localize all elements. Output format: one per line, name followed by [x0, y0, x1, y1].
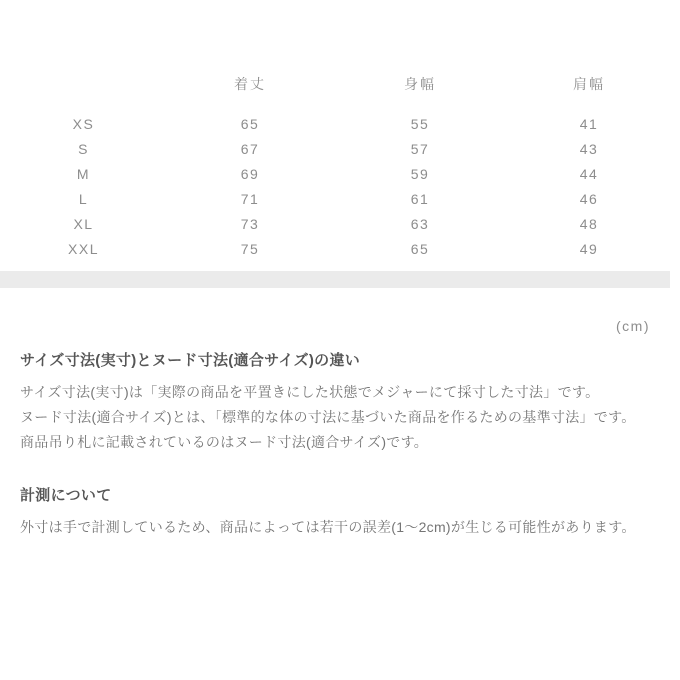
size-chart-table: [3, 72, 677, 261]
note-section: [20, 350, 668, 455]
column-header: 肩幅: [573, 76, 605, 92]
table-row: [3, 111, 677, 136]
measurement-value: 46: [579, 190, 599, 207]
measurement-value: 73: [240, 215, 260, 232]
size-label: L: [78, 190, 89, 207]
column-header: 身幅: [404, 76, 436, 92]
section-text-line: 商品吊り札に記載されているのはヌード寸法(適合サイズ)です。: [20, 434, 429, 450]
table-row: [3, 186, 677, 211]
measurement-value: 49: [579, 240, 599, 257]
measurement-value: 65: [240, 115, 260, 132]
measurement-value: 43: [579, 140, 599, 157]
measurement-value: 65: [410, 240, 430, 257]
section-divider: [0, 271, 670, 288]
size-label: M: [76, 165, 91, 182]
table-header-row: [3, 72, 677, 96]
section-heading: 計測について: [20, 487, 112, 504]
measurement-value: 61: [410, 190, 430, 207]
size-guide-notes: [20, 350, 668, 540]
table-row: [3, 211, 677, 236]
measurement-value: 59: [410, 165, 430, 182]
note-section: [20, 485, 668, 540]
table-row: [3, 136, 677, 161]
measurement-value: 63: [410, 215, 430, 232]
section-text-line: 外寸は手で計測しているため、商品によっては若干の誤差(1〜2cm)が生じる可能性があります。: [20, 519, 636, 535]
size-label: XS: [72, 115, 95, 132]
measurement-value: 69: [240, 165, 260, 182]
size-label: S: [78, 140, 89, 157]
measurement-value: 41: [579, 115, 599, 132]
unit-label: (cm): [616, 318, 650, 334]
measurement-value: 71: [240, 190, 260, 207]
section-heading: サイズ寸法(実寸)とヌード寸法(適合サイズ)の違い: [20, 352, 361, 369]
measurement-value: 75: [240, 240, 260, 257]
table-row: [3, 236, 677, 261]
table-row: [3, 161, 677, 186]
size-label: XL: [73, 215, 94, 232]
section-text-line: サイズ寸法(実寸)は「実際の商品を平置きにした状態でメジャーにて採寸した寸法」です。: [20, 384, 600, 400]
measurement-value: 48: [579, 215, 599, 232]
column-header: 着丈: [234, 76, 266, 92]
measurement-value: 55: [410, 115, 430, 132]
measurement-value: 44: [579, 165, 599, 182]
section-text-line: ヌード寸法(適合サイズ)とは、「標準的な体の寸法に基づいた商品を作るための基準寸法」です。: [20, 409, 636, 425]
size-label: XXL: [68, 240, 99, 257]
measurement-value: 57: [410, 140, 430, 157]
measurement-value: 67: [240, 140, 260, 157]
